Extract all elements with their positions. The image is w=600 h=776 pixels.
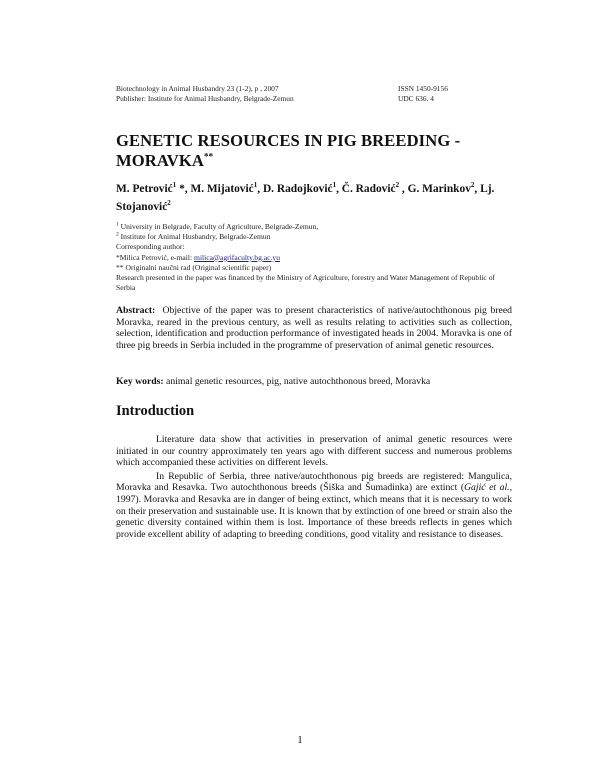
author: G. Marinkov$^2$, — [407, 181, 481, 195]
publisher-line: Publisher: Institute for Animal Husbandry, Belgrade-Zemun — [116, 94, 294, 103]
abstract-text: Objective of the paper was to present characteristics of native/autochthonous pig breed Moravka, reared in the previous century, as well as results relating to activities such as collection, selection, identification and production performance of investigated heads in 2004. Moravka is one of three pig breeds in Serbia included in the programme of preservation of animal genetic resources. — [116, 305, 513, 351]
affiliations — [116, 222, 516, 293]
author-list — [116, 180, 516, 216]
title-line-1: GENETIC RESOURCES IN PIG BREEDING - — [116, 131, 461, 150]
keywords-label: Key words: — [116, 376, 164, 387]
introduction-body — [116, 434, 512, 542]
funding-note: Research presented in the paper was financed by the Ministry of Agriculture, forestry and Water Management of Republic of Serbia — [116, 273, 496, 293]
paper-title — [116, 131, 496, 171]
paper-type-note: ** Originalni naučni rad (Original scientific paper) — [116, 262, 272, 272]
paragraph: Literature data show that activities in preservation of animal genetic resources were initiated in our country approximately ten years ago with different success and numerous problems which accompanied these activities on different levels. — [116, 434, 512, 469]
corresponding-label: Corresponding author: — [116, 242, 185, 252]
page-number: 1 — [297, 734, 303, 746]
issn: ISSN 1450-9156 — [398, 84, 448, 93]
author: Č. Radović$^2$ , — [341, 181, 408, 195]
author: M. Petrović$^1$ *, — [116, 181, 191, 195]
paragraph: In Republic of Serbia, three native/autochthonous pig breeds are registered: Mangulica, Moravka and Resavka. Two autochthonous breeds (Šiška and Šumadinka) are extinct (Gajić et al., 1997). Moravka and Resavka are in danger of being extinct, which means that it is necessary to work on their preservation and sustainable use. It is known that by extinction of one breed or strain also the genetic diversity contained within them is lost. Importance of these breeds reflects in genes which provide excellent ability of adapting to breeding conditions, good vitality and resistance to diseases. — [116, 470, 512, 540]
title-line-2: MORAVKA — [116, 151, 204, 170]
keywords — [116, 376, 512, 388]
abstract — [116, 305, 512, 351]
title-footnote-marker: ** — [203, 151, 214, 162]
email-link[interactable]: milica@agrifaculty.bg.ac.yu — [194, 252, 281, 262]
running-header-left — [116, 84, 294, 104]
abstract-label: Abstract: — [116, 305, 156, 316]
journal-citation: Biotechnology in Animal Husbandry 23 (1-2), p , 2007 — [116, 84, 279, 93]
citation: Gajić et al., — [464, 482, 512, 494]
corresponding-email: *Milica Petrović, e-mail: milica@agrifaculty.bg.ac.yu — [116, 252, 281, 262]
udc: UDC 636. 4 — [398, 94, 434, 103]
affiliation-2: $^2$ Institute for Animal Husbandry, Belgrade-Zemun — [116, 231, 271, 242]
author: D. Radojković$^1$, — [262, 181, 342, 195]
author: Lj. Stojanović$^2$ — [116, 183, 495, 213]
author: M. Mijatović$^1$, — [190, 181, 263, 195]
affiliation-1: $^1$ University in Belgrade, Faculty of Agriculture, Belgrade-Zemun, — [116, 221, 319, 231]
keywords-text: animal genetic resources, pig, native autochthonous breed, Moravka — [166, 376, 431, 387]
running-header-right — [398, 84, 448, 104]
section-heading-introduction: Introduction — [116, 403, 195, 419]
